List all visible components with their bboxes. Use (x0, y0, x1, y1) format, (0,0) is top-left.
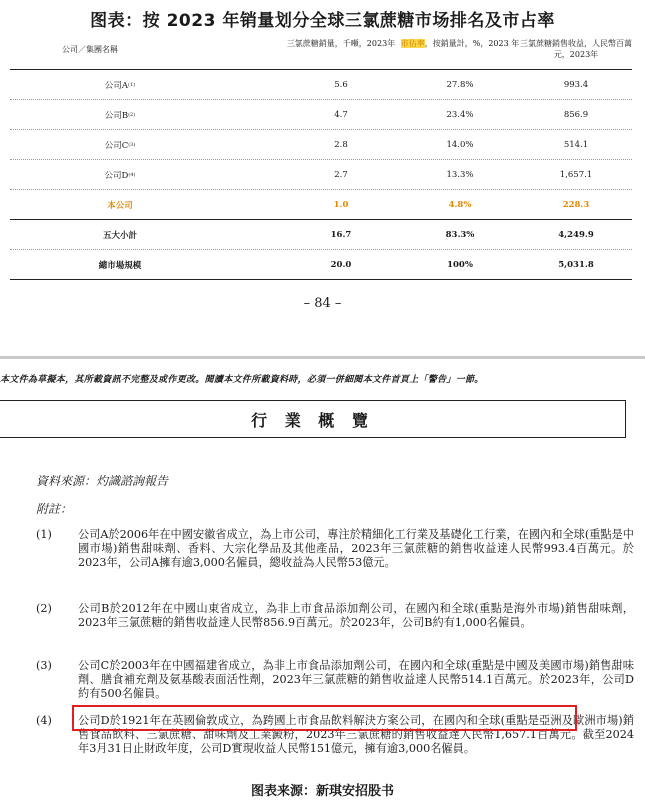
page-divider (0, 356, 645, 359)
note-text: 公司B於2012年在中國山東省成立，為非上市食品添加劑公司，在國內和全球(重點是海外市場)銷售甜味劑，2023年三氯蔗糖的銷售收益達人民幣856.9百萬元。於2023年，公司B約有1,000名僱員。 (78, 602, 634, 629)
header-volume: 三氯蔗糖銷量，千噸，2023年 (286, 39, 396, 48)
row-name: 五大小計 (102, 230, 137, 241)
volume-cell: 2.7 (334, 169, 348, 180)
table-row-our-company (10, 190, 632, 220)
note-text: 公司C於2003年在中國福建省成立，為非上市食品添加劑公司，在國內和全球(重點是中國及美國市場)銷售甜味劑、膳食補充劑及氨基酸表面活性劑，2023年三氯蔗糖的銷售收益達人民幣514.1百萬元。於2023年，公司D約有500名僱員。 (78, 659, 634, 700)
table-header (10, 34, 632, 70)
header-share-highlight: 市佔率 (400, 39, 425, 48)
table-row-subtotal (10, 220, 632, 250)
draft-warning-banner: 本文件為草擬本，其所載資訊不完整及或作更改。閱讀本文件所載資料時，必須一併細閱本文件首頁上「警告」一節。 (0, 375, 484, 385)
company-name: 公司D (104, 170, 129, 181)
row-name (70, 160, 170, 189)
revenue-cell: 856.9 (563, 109, 589, 120)
share-cell: 27.8% (446, 79, 474, 90)
header-revenue: 三氯蔗糖銷售收益，人民幣百萬元，2023年 (520, 39, 632, 59)
row-name (70, 130, 170, 159)
volume-cell: 20.0 (330, 259, 352, 270)
share-cell: 13.3% (446, 169, 474, 180)
volume-cell: 16.7 (330, 229, 352, 240)
company-name: 公司B (104, 110, 129, 121)
figure-title: 图表：按 2023 年销量划分全球三氯蔗糖市场排名及市占率 (90, 11, 555, 31)
revenue-cell: 4,249.9 (558, 229, 594, 240)
revenue-cell: 993.4 (563, 79, 589, 90)
revenue-cell: 5,031.8 (558, 259, 594, 270)
note-text: 公司D於1921年在英國倫敦成立，為跨國上市食品飲料解決方案公司，在國內和全球(重點是亞洲及歐洲市場)銷售食品飲料、三氯蔗糖、甜味劑及工業澱粉，2023年三氯蔗糖的銷售收益達人民幣1,657.1百萬元。截至2024年3月31日止財政年度，公司D實現收益人民幣151億元，擁有逾3,000名僱員。 (78, 714, 634, 755)
row-name (70, 100, 170, 129)
volume-cell: 2.8 (334, 139, 348, 150)
table-row-total (10, 250, 632, 280)
note-number: (2) (36, 602, 52, 615)
highlight-box (72, 705, 577, 731)
market-ranking-table (10, 34, 632, 280)
revenue-cell: 228.3 (562, 199, 590, 210)
row-name (70, 70, 170, 99)
footnote-ref: (3) (128, 141, 136, 148)
share-cell: 100% (447, 259, 473, 270)
revenue-cell: 514.1 (563, 139, 589, 150)
share-cell: 23.4% (446, 109, 474, 120)
header-company: 公司／集團名稱 (62, 45, 118, 54)
table-row (10, 130, 632, 160)
page-number: – 84 – (303, 296, 342, 311)
volume-cell: 1.0 (333, 199, 349, 210)
note-number: (3) (36, 659, 52, 672)
row-name: 總市場規模 (98, 260, 142, 271)
table-row (10, 160, 632, 190)
footnote-ref: (1) (128, 81, 136, 88)
note-number: (4) (36, 714, 52, 727)
share-cell: 14.0% (446, 139, 474, 150)
figure-source-footer: 图表来源：新琪安招股书 (250, 784, 394, 799)
footnote-ref: (4) (128, 171, 136, 178)
share-cell: 83.3% (445, 229, 475, 240)
company-name: 公司A (104, 80, 129, 91)
revenue-cell: 1,657.1 (559, 169, 593, 180)
share-cell: 4.8% (448, 199, 472, 210)
note-text: 公司A於2006年在中國安徽省成立，為上市公司，專注於精細化工行業及基礎化工行業，在國內和全球(重點是中國市場)銷售甜味劑、香料、大宗化學品及其他產品，2023年三氯蔗糖的銷售收益達人民幣993.4百萬元。於2023年，公司A擁有逾3,000名僱員，總收益為人民幣53億元。 (78, 528, 634, 569)
table-row (10, 100, 632, 130)
header-share (400, 38, 520, 49)
company-name: 公司C (104, 140, 129, 151)
header-share-rest: ，按銷量計，%，2023 年 (424, 39, 520, 48)
volume-cell: 4.7 (334, 109, 348, 120)
table-row (10, 70, 632, 100)
volume-cell: 5.6 (334, 79, 348, 90)
row-name: 本公司 (107, 200, 133, 211)
section-heading: 行 業 概 覽 (0, 400, 626, 438)
notes-label: 附註： (36, 502, 73, 516)
data-source: 資料來源：灼識諮詢報告 (36, 474, 169, 488)
note-number: (1) (36, 528, 52, 541)
footnote-ref: (2) (128, 111, 136, 118)
